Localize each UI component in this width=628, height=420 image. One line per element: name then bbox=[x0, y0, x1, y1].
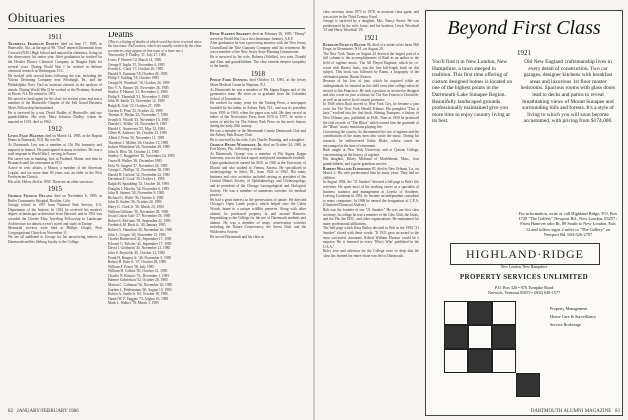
death-entry: Owen H. Walker '26, December 1985 bbox=[108, 159, 162, 164]
death-entry: John D. Stokes '36, October 20, 1985 bbox=[108, 200, 162, 205]
death-entry: Trueworthy F. Dudley '11, July 27, 1985 bbox=[108, 53, 167, 58]
service-item: Service Brokerage bbox=[550, 322, 582, 327]
obituary-paragraph: His wife, Helen, died in 1950. There are no other survivors. bbox=[8, 179, 94, 184]
obituary-entry: George Henry Woodruff, Jr. died on October 24, 1985, in Fort Myers, Fla., following a stroke. bbox=[210, 142, 306, 152]
death-entry: John B. Stearns '34, November 9, 1985 bbox=[108, 191, 165, 196]
service-item: Property Management bbox=[550, 306, 588, 311]
obituary-paragraph: In 1946 when Rudi moved to New York City, he became a jazz critic for The New York Herald Tribune. His pamphlet "This is Jazz," evolved into his first book, Shining Trumpets, a history of New Orleans jazz, published in 1946. Then in 1950 he produced the first records of "The Blues" which earned him the gratitude of the "Blues" music musicians playing live. bbox=[323, 102, 419, 130]
deaths-list bbox=[108, 53, 204, 306]
death-entry: Gordon L. Feldermann '60, August 13, 1985 bbox=[108, 287, 172, 292]
obituary-paragraph: He was a member of the Monmouth County Dartmouth Club and the Asbury Park Rotary Club. bbox=[210, 128, 306, 138]
class-year-heading: 1912 bbox=[48, 125, 62, 134]
class-year-heading: 1921 bbox=[364, 33, 378, 42]
death-entry: Harold H. Carlson '32, November 22, 1985 bbox=[108, 172, 171, 177]
death-entry: Oliver B. Andrews '26, October 21, 1985 bbox=[108, 131, 168, 136]
death-entry: John L. Cooper '40, November 13, 1985 bbox=[108, 232, 166, 237]
obituary-name: Philip Ford Dunning bbox=[210, 78, 248, 83]
logo-square-icon bbox=[444, 325, 468, 349]
page-number: 82 bbox=[8, 409, 13, 414]
death-entry: Robert S. McGann '39, September 22, 1985 bbox=[108, 218, 171, 223]
death-entry: Joseph G. Woods '23, November 14, 1985 bbox=[108, 117, 169, 122]
obituary-paragraph: He had a great interest in the preservation of nature. He directed Chicago's Open Lands project, which helped save the Cabin Woods, home to a unique wildlife preserve. Along with other alumni, he purchased property in and around Hanover, bequeathing to the College for the use of Dartmouth students and alumni. He was a member of many conservation societies including the Nature Conservancy, the Sierra Club, and the Wilderness Society. bbox=[210, 197, 306, 234]
ad-year: 1921 bbox=[517, 49, 531, 57]
logo-square-icon bbox=[444, 349, 468, 373]
company-address: P.O. Box 320 • 976 Turnpike Road Norwich, Vermont 05055 • (802) 649-1577 bbox=[487, 285, 561, 295]
death-entry: Gordon E. Pratt '23, October 22, 1985 bbox=[108, 108, 163, 113]
death-entry: Ralph R. Gale '23, October 27, 1985 bbox=[108, 103, 161, 108]
obituary-paragraph: At Dartmouth, George was a member of Phi Sigma Kappa fraternity, was on the track squad, and played intramurals football. bbox=[210, 151, 306, 161]
death-entry: William Gibbons '36, November 28, 1985 bbox=[108, 209, 169, 214]
obituary-paragraph: The half page which Russ Bailey devoted to Bob in the 1984 "21 Smoker" closed with these words: "If 1921 gave an award to the most successful classmate, Robert William Elsasser would be a surprise. He is featured in every 'Who's Who' published in the U.S.A." bbox=[323, 226, 419, 249]
obituary-paragraph: George is survived by a daughter, Mrs. Nancy Sweet. He was predeceased by his wife, Irene, and his brothers, Lewis Woodruff '23 and Harry Woodruff '28. bbox=[323, 19, 419, 33]
death-entry: Charles Rutherford '41, September 17, 1985 bbox=[108, 237, 172, 242]
obituary-paragraph: George retired in 1957 from National Park Service, U.S. Department of the Interior. In 1923 he received his master's degree in landscape architecture from Harvard, and in 1932 was awarded the Charles Eliot Traveling Fellowship in Landscape Architecture for almost a year's travel and study in Europe. bbox=[8, 203, 102, 226]
right-page bbox=[315, 0, 628, 420]
logo-square-icon bbox=[492, 301, 516, 325]
death-entry: Judson Whitehead '26, November 29, 1985 bbox=[108, 145, 170, 150]
death-entry: George L. Phillips '31, November 18, 1985 bbox=[108, 168, 170, 173]
services-list bbox=[550, 305, 616, 329]
class-year-heading: 1918 bbox=[251, 69, 265, 78]
obituary-entry: Philip Ford Dunning died October 13, 1985, at the Jersey Shore Medical Center in Neptune, N.J. bbox=[210, 78, 306, 87]
magazine-name: DARTMOUTH ALUMNI MAGAZINE bbox=[530, 409, 612, 414]
death-entry: Robert A. Steele Jr. '65, October 18, 1985 bbox=[108, 292, 168, 297]
death-entry: William F. Foster '50, July 1985 bbox=[108, 264, 155, 269]
death-entry: Robert H. Binn Jr. '47, October 28, 1985 bbox=[108, 260, 167, 265]
death-entry: Philip E. Thornhill '21, November 5, 1985 bbox=[108, 94, 169, 99]
obituary-name: Rudolph Pickett Buzzie bbox=[323, 42, 366, 47]
issue-date: JANUARY/FEBRUARY 1986 bbox=[16, 409, 79, 414]
title-rule bbox=[8, 28, 305, 29]
company-name: PROPERTY SERVICES UNLIMITED bbox=[459, 273, 589, 281]
obituary-name: George Francis Delano bbox=[8, 194, 53, 198]
death-entry: Stanley P. Hansen '21, November 2, 1985 bbox=[108, 90, 168, 95]
obituary-paragraph: Rudi taught at New York University and at Queens College, concentrating on the history of ragtime. bbox=[323, 148, 419, 157]
obituary-paragraph: Active in civic affairs, a Mason, a member of the American Legion, and for more than 60 years was an elder in the First Presbyterian Church. bbox=[8, 166, 102, 180]
obituary-paragraph: Because of his love of jazz, which he acquired while an undergraduate, he insisted on this field even after college when he moved to San Francisco. He took a position as an interior designer and also wrote on jazz criticism for The San Francisco Chronicle, as well as an active local concert promoter. bbox=[323, 79, 419, 102]
obituary-entry: Lewis Page Maltbie died on March 14, 1985, at the Baptist Home in Bismarck, N.D. He was 96. bbox=[8, 133, 102, 143]
death-entry: Harold A. Eastman '18, October 26, 1985 bbox=[108, 71, 168, 76]
logo-square-icon bbox=[516, 373, 540, 397]
obituary-column-3 bbox=[210, 32, 306, 404]
obituary-entry: Rudolph Pickett Buzzie 86, died of a stroke at his farm, Hill Forge, in Glenmoore, N.H., on August 20. bbox=[323, 42, 419, 52]
death-entry: Robert G. Hamilton '40, November 26, 1985 bbox=[108, 227, 173, 232]
death-entry: Harry G. Clark Jr. '36, March 23, 1984 bbox=[108, 204, 164, 209]
death-entry: Eric V. A. Hauser '20, November 26, 1985 bbox=[108, 85, 169, 90]
logo-square-icon bbox=[492, 349, 516, 373]
death-entry: Frank H. Burgess Jr. '46, November 5, 1985 bbox=[108, 255, 172, 260]
obituary-entry: Robert William Elderidge 83, died in New Orleans, La., on March 2. His wife predeceased him by many years. They had no children. bbox=[323, 166, 419, 180]
obituary-paragraph: Upon graduation he earned his M.D. in 1920 at the University of Illinois and also studied in Vienna, Austria. He specialized in otolaryngology in Joliet, Ill., from 1922 to 1962. His many business and civic activities included serving as president of the Central Illinois Society of Ophthalmology and Otolaryngology and as president of the Chicago Laryngological and Otological Society. He was a member of numerous societies for medical practice. bbox=[210, 161, 306, 198]
obituary-paragraph: He is survived by his wife, Roberta (Schiller), two sons, Donald and Alan, and grandchildren. The class extends deepest sympathy to the family. bbox=[210, 54, 306, 69]
death-entry: William H. Collins '50, October 21, 1985 bbox=[108, 269, 168, 274]
death-entry: John A. Bliss '26, October 21, 1985 bbox=[108, 149, 160, 154]
death-entry: Stanley C. Roggerber '26, November 24, 1985 bbox=[108, 154, 175, 159]
death-entry: George H. Woodruff '18, October 24, 1985 bbox=[108, 80, 170, 85]
obituary-paragraph: Bob's love and affection for the College were so deep that the class has learned his entire estate was left to Dartmouth. bbox=[323, 249, 419, 258]
obituary-paragraph: At Dartmouth Lew was a member of Chi Phi fraternity and majored in finance. He participated in many activities. He was a staff sergeant in World War I, serving in France. bbox=[8, 143, 102, 157]
obituary-name: Lewis Page Maltbie bbox=[8, 133, 44, 138]
death-entry: Philip T. Ealding '18, October 1985 bbox=[108, 76, 159, 81]
obituary-paragraph: In August 1984, the "21 Smoker" devoted a full page to Bob's life activities. He spent most of his working career as a specialist of business statistics and management at Loyola of Southern. Leaving Louisiana in 1961, he became an independent consultant to many companies. In 1968 he earned the designation of C.F.A. (Chartered Financial Analyst). bbox=[323, 180, 419, 208]
obituary-paragraph: He served Dartmouth and his class as bbox=[210, 234, 264, 239]
death-entry: Justin Cotton Gale '37, November 18, 1985 bbox=[108, 214, 171, 219]
obituary-entry: George Francis Delano died on November 6, 1985, at Butler Community Hospital, Boulder, Colo. bbox=[8, 194, 102, 203]
obituary-column-1 bbox=[8, 32, 102, 404]
deaths-column bbox=[108, 32, 204, 404]
obituary-paragraph: He is survived by his wife, Lyla Charles Dunning, and a daughter. bbox=[210, 138, 305, 143]
death-entry: Thomas E. Phelan '23, November 7, 1985 bbox=[108, 113, 169, 118]
death-entry: Richard G. Wolfe '36, October 6, 1985 bbox=[108, 195, 164, 200]
obituary-paragraph: We are all saddened to George for his unswerving interest in Dartmouth and his lifelong loyalty to the College. bbox=[8, 235, 102, 244]
death-entry: David I. Goldstein '45, November 21, 1985 bbox=[108, 246, 171, 251]
obituary-column-4 bbox=[323, 10, 419, 404]
obituary-name: Robert William Elderidge bbox=[323, 166, 372, 171]
death-entry: Ralph M. Spaulding '33, October 16, 1985 bbox=[108, 182, 170, 186]
ad-headline: Beyond First Class bbox=[447, 17, 601, 39]
obituary-paragraph: At Dartmouth he was a member of Phi Sigma Kappa and of the gymnastics team. He went on to graduate from the Columbia School of Journalism. bbox=[210, 87, 306, 101]
obituary-paragraph: After graduation he was a practicing attorney with the New Jersey Councilland the Title Guaranty Company until his retirement. He was a member of the New Jersey State Planning Commission. bbox=[210, 41, 306, 55]
ad-copy-left: You'll find it in New London, New Hampshire, a town steeped in tradition. This first time offering of custom designed homes is located on one of the highest points in the Dartmouth-Lake Sunapee Region. Beautifully landscaped grounds professionally maintained give you more time to enjoy country living at its best. bbox=[432, 59, 513, 125]
section-title: Obituaries bbox=[8, 10, 66, 25]
left-page bbox=[0, 0, 313, 420]
logo-square-icon bbox=[468, 301, 492, 325]
death-entry: Theodore J. Mallett '26, October 15, 1985 bbox=[108, 140, 169, 145]
death-entry: Harmer Gabrielson '52, October 20, 1985 bbox=[108, 278, 168, 283]
highland-ridge-logo: HIGHLAND·RIDGE bbox=[450, 243, 600, 265]
obituary-paragraph: He is survived by a son, David Dudley of Huntsville, and two grandchildren. His wife, Mary Johnson Dudley, whom he married in 1919, died in 1962. bbox=[8, 110, 102, 124]
death-entry: Douglas J. Hawley '34, November 6, 1985 bbox=[108, 186, 170, 191]
ad-copy-right: Old New England craftsmanship lives in every detail of construction. Two car garages, designer kitchens with breakfast areas and luxurious 1st floor master bedrooms. Spacious rooms with glass doors lead to decks and patios to reveal breathtaking views of Mount Sunapee and surrounding hills and forests. It's a style of living to which you will soon become accustomed, with pricing from $174,000. bbox=[520, 59, 616, 125]
death-entry: Albert J. Ferm '26, November 11, 1985 bbox=[108, 136, 165, 141]
logo-square-icon bbox=[492, 325, 516, 349]
death-entry: Donald L. Wilder '24, November 9, 1985 bbox=[108, 122, 168, 127]
ad-contact-info: For information, write or call Highland Ridge, P.O. Box 1720 "The Gallery" Newport Rd., New London, 03257 / From Hanover take Rt. 89 South to New London, Exit 12 and follow signs 2 miles to "The Gallery" on Newport Rd. 603-526-2707 bbox=[518, 211, 618, 237]
death-entry: Lewis P. Warren '12, March 14, 1985 bbox=[108, 57, 162, 62]
obituary-paragraph: He worked for many years for the Tenting Press, a newspaper founded by his father, in Asbury Park, N.J., and was its president from 1959 to 1963, when the paper was sold. He then served as editor of the Newscaster Press from 1970 to 1977, he wrote a series of articles for The Asbury Park Press on the area's history during the early 20th century. bbox=[210, 101, 306, 129]
death-entry: John S. Reynolds '45, October 21, 1985 bbox=[108, 250, 166, 255]
right-footer bbox=[531, 409, 620, 414]
obituary-paragraph: The New York Times on August 24 devoted the largest part of a full column to the accomplishments of Rudi as an author in the field of ragtime music. The All Played Ragtime, which he co-wrote with Harriet Janis, was the first full-length book on this subject. This book was followed by Kantu, a biography of the celebrated pianist, Buster Keaton. bbox=[323, 51, 419, 79]
obituary-name: Denis Warren Sharkey bbox=[210, 32, 252, 36]
class-year-heading: 1915 bbox=[48, 185, 62, 194]
obituary-paragraph: Concerning the country, he documented the rise of ragtime and the contributions of the many men who wrote the music. During his research, he rediscovered Eubie Blake, whose career he encouraged at the time of retirement. bbox=[323, 129, 419, 148]
class-year-heading: 1911 bbox=[48, 33, 62, 41]
obituary-name: Trumbull Franklin Dudley bbox=[8, 41, 59, 46]
left-footer bbox=[8, 409, 79, 414]
death-entry: Harold C. Sturtevant '25, May 12, 1984 bbox=[108, 126, 165, 131]
obituary-entry: Denis Warren Sharkey died on February 26, 1985. "Denny" served in World War I as a first lieutenant, Infantry, A.E.F. bbox=[210, 32, 306, 41]
death-entry: Davidson E. Cook '33, October 1, 1985 bbox=[108, 177, 165, 182]
death-entry: George F. Inglis '15, November 4, 1985 bbox=[108, 62, 165, 67]
deaths-heading: Deaths bbox=[108, 32, 133, 39]
obituary-paragraph: He served as head agent for his class for several years and was a member of the Huntsville Chapter of the Fall Grand Business Men's Fellowship International. bbox=[8, 96, 102, 110]
death-entry: John W. Smith '21, November 12, 1985 bbox=[108, 99, 165, 104]
logo-square-icon bbox=[468, 325, 492, 349]
obituary-paragraph: Memorial services were held at Phillips Chapel, First Congregational Church on November 11. bbox=[8, 226, 102, 235]
logo-square-icon bbox=[468, 349, 492, 373]
obituary-paragraph: His daughter, Hilary Michaud of Marblehead, Mass., four grandchildren, and a great-grandson survive. bbox=[323, 157, 419, 166]
highland-ridge-advertisement bbox=[425, 10, 623, 416]
death-entry: Frederick M. Buck Jr. '40, January 1985 bbox=[108, 223, 166, 228]
obituary-paragraph: His career was in banking, first in Portland, Maine, and then in Bismarck until his retirement in 1953. bbox=[8, 156, 102, 166]
obituary-paragraph: Bob was the founder of our "21 Smoker." He was our first class secretary. In college he was a member of the Glee Club, the Jacko, and the Phi, the DOC, and other organizations. He maintained his many professional affiliations. bbox=[323, 207, 419, 226]
death-entry: Everett L. Clark '17, October 26, 1985 bbox=[108, 67, 164, 72]
logo-location: New London, New Hampshire bbox=[500, 265, 548, 269]
service-item: House Care & Surveillance bbox=[550, 314, 596, 319]
death-entry: Daniel W. F. Taggart '73, August 10, 1985 bbox=[108, 296, 169, 301]
death-entry: Marion C. Coleman '56, November 20, 1985 bbox=[108, 283, 173, 288]
death-entry: Mark L. Walker '78, March 1, 1985 bbox=[108, 301, 159, 306]
obituary-entry: Trumbull Franklin Dudley died on June 17, 1985, in Huntsville, Ala., at the age of 98. "Dud" entered Dartmouth from Concord (N.H.) High School and majored in chemistry, living on the observatory his senior year. After graduation he worked for the Hooker Electro Chemical Company in Niagara Falls for several years. During World War I he worked in defense chemical research in Washington, D.C. bbox=[8, 41, 102, 74]
death-entry: Edward G. Pulsifer '42, September 17, 1985 bbox=[108, 241, 172, 246]
obituary-name: George Henry Woodruff, Jr. bbox=[210, 142, 263, 147]
page-number: 83 bbox=[615, 409, 620, 414]
deaths-note: (This is a listing of deaths of which word has been received since the last issue. Full notices, which are usually written by the class secretaries, may appear in this issue or a later one.) bbox=[108, 39, 202, 53]
obituary-paragraph: class secretary from 1973 to 1978, as assistant class agent, and was active in the Third Century Fund. bbox=[323, 10, 419, 19]
company-logo-mark bbox=[444, 301, 544, 401]
logo-square-icon bbox=[444, 301, 468, 325]
death-entry: Hoyt W. Sargent '27, November 26, 1985 bbox=[108, 163, 168, 168]
death-entry: Charles N. Bristow '51, December 1, 1985 bbox=[108, 273, 170, 278]
obituary-paragraph: He worked with several firms following the war, including the Vulcan Detinning Company near Pittsburgh, Pa., and the Philadelphia Navy Yard as assistant chemist in the analysis of metals. During World War II he worked at the Picatinny Arsenal in Dover, N.J. He retired in 1951. bbox=[8, 73, 102, 97]
